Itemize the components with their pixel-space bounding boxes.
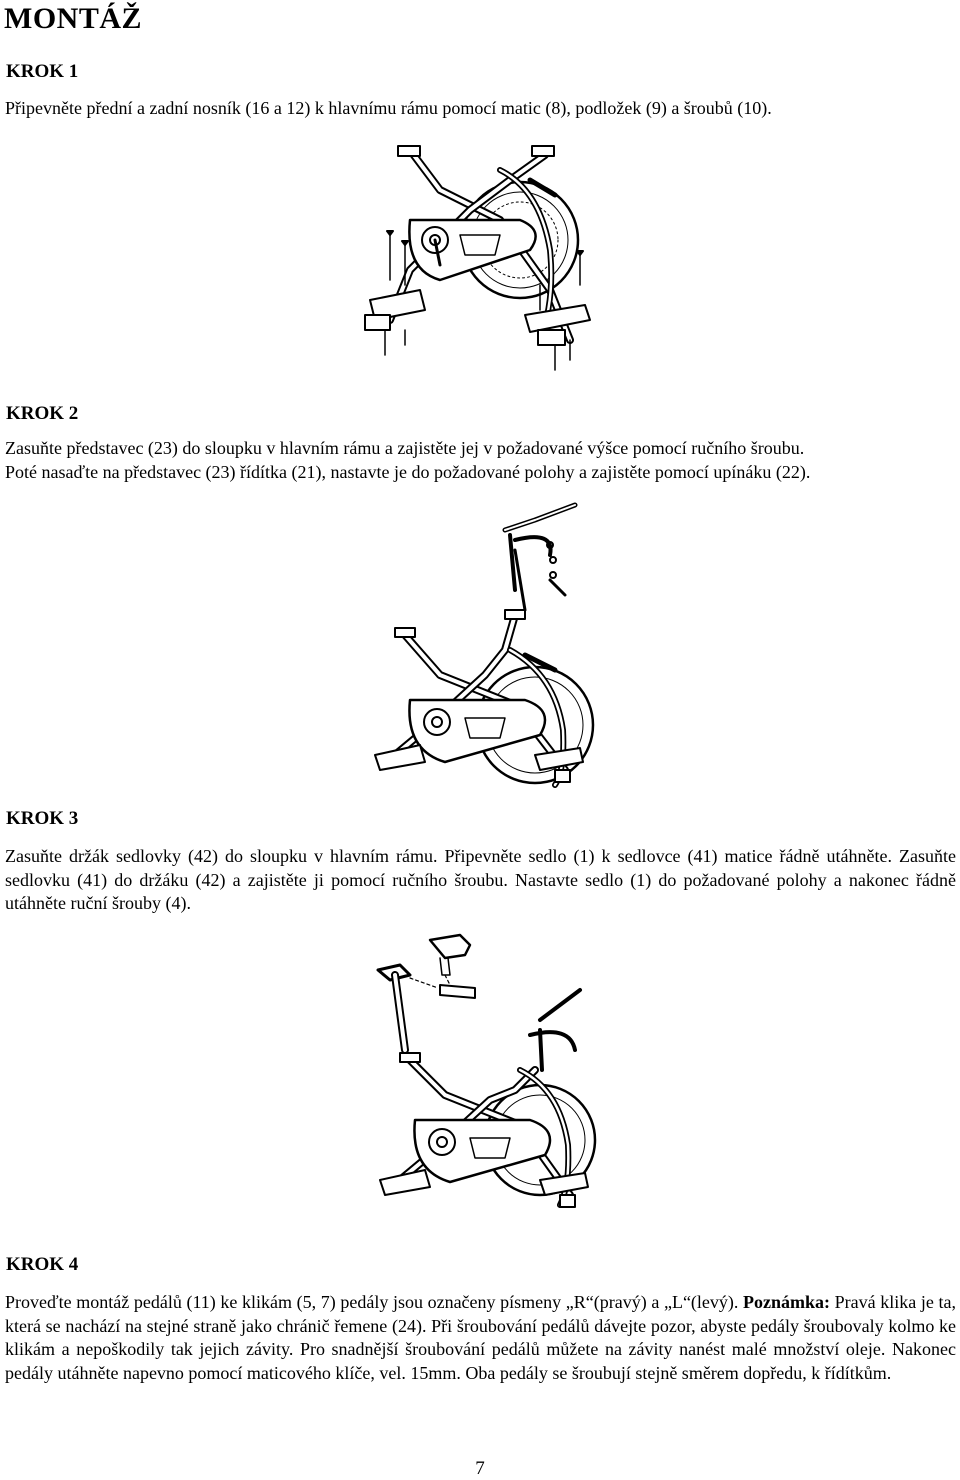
step-4-note-label: Poznámka:	[743, 1292, 831, 1312]
figure-step-2-handlebar-assembly	[365, 500, 595, 800]
page-title: MONTÁŽ	[4, 2, 142, 35]
step-1-text	[5, 97, 956, 121]
step-1-heading: KROK 1	[6, 61, 79, 82]
figure-step-1-frame-assembly	[350, 140, 600, 385]
step-3-text	[5, 845, 956, 916]
step-4-text-b: Pravá klika je ta, která se nachází na stejné straně jako chránič řemene (24). Při šroubování pedálů dávejte pozor, abyste pedály šroubovaly kolmo ke klikám a nepoškodily tak jejich závity. Pro snadnější šroubování pedálů můžete na závity nanést malé množství oleje. Nakonec pedály utáhněte napevno pomocí maticového klíče, vel. 15mm. Oba pedály se šroubují stejně směrem dopředu, k řídítkům.	[5, 1292, 956, 1383]
step-2-heading: KROK 2	[6, 403, 79, 424]
step-2-line-1: Zasuňte představec (23) do sloupku v hlavním rámu a zajistěte jej v požadované výšce pomocí ručního šroubu.	[5, 438, 805, 458]
step-4-text-a: Proveďte montáž pedálů (11) ke klikám (5, 7) pedály jsou označeny písmeny „R“(pravý) a „L“(levý).	[5, 1292, 739, 1312]
step-2-line-2: Poté nasaďte na představec (23) řídítka (21), nastavte je do požadované polohy a zajistěte pomocí upínáku (22).	[5, 461, 811, 482]
step-4-text	[5, 1291, 956, 1385]
step-4-heading: KROK 4	[6, 1254, 79, 1275]
step-2-text	[5, 437, 956, 484]
step-3-line-1: Zasuňte držák sedlovky (42) do sloupku v hlavním rámu. Připevněte sedlo (1) k sedlovce (41) matice řádně utáhněte. Zasuňte sedlovku (41) do držáku (42) a zajistěte ji pomocí ručního šroubu. Nastavte sedlo (1) do požadované polohy a nakonec řádně utáhněte ruční šrouby (4).	[5, 846, 956, 913]
step-3-heading: KROK 3	[6, 808, 79, 829]
step-1-line-1: Připevněte přední a zadní nosník (16 a 12) k hlavnímu rámu pomocí matic (8), podložek (9) a šroubů (10).	[5, 98, 772, 118]
figure-step-3-saddle-assembly	[370, 930, 600, 1220]
page-number: 7	[475, 1458, 485, 1479]
